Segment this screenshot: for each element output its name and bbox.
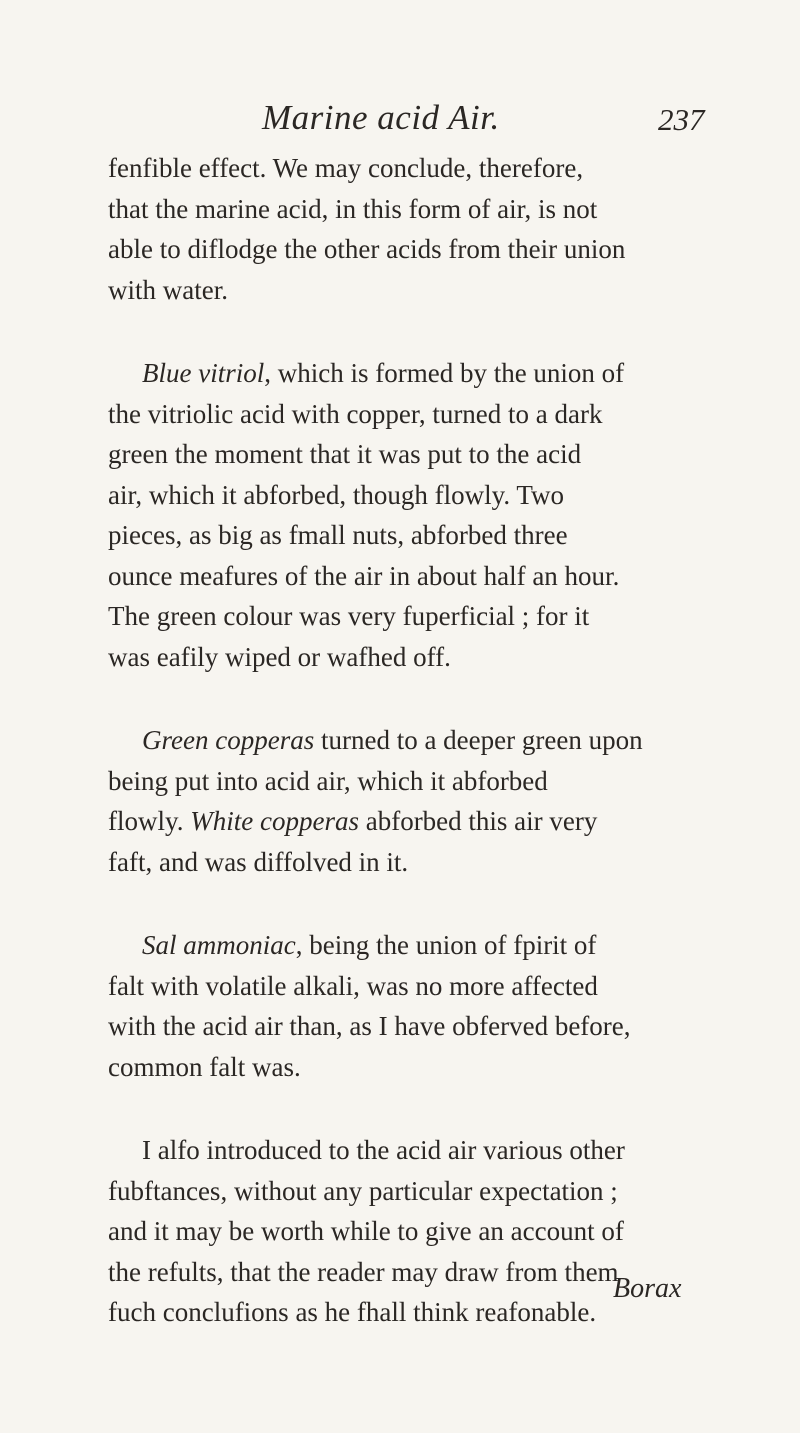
- text-run: flowly.: [108, 806, 191, 836]
- text-run: turned to a deeper green upon: [314, 725, 643, 755]
- text-run: , which is formed by the union of: [264, 358, 625, 388]
- text-line: air, which it abforbed, though flowly. Two: [108, 479, 564, 510]
- text-line: [108, 353, 700, 394]
- paragraph-2: [108, 353, 700, 677]
- catchword: Borax: [613, 1273, 682, 1304]
- paragraph-gap: [108, 310, 700, 353]
- text-line: being put into acid air, which it abforbed: [108, 765, 548, 796]
- paragraph-gap: [108, 1087, 700, 1130]
- text-line: [108, 720, 700, 761]
- text-line: I alfo introduced to the acid air various other: [142, 1135, 625, 1165]
- paragraph-gap: [108, 677, 700, 720]
- text-line: fuch conclufions as he fhall think reafonable.: [108, 1297, 597, 1327]
- text-line: the vitriolic acid with copper, turned to a dark: [108, 398, 603, 429]
- text-run: , being the union of fpirit of: [295, 930, 597, 960]
- text-line: common falt was.: [108, 1051, 301, 1082]
- text-line: was eafily wiped or wafhed off.: [108, 641, 451, 672]
- paragraph-1: [108, 148, 700, 310]
- text-line: The green colour was very fuperficial ; for it: [108, 601, 590, 631]
- body-text: [108, 148, 700, 1333]
- text-line: green the moment that it was put to the acid: [108, 439, 582, 469]
- text-line: fenfible effect. We may conclude, therefore,: [108, 153, 584, 183]
- text-line: faft, and was diffolved in it.: [108, 846, 409, 877]
- text-line: fubftances, without any particular expectation ;: [108, 1175, 618, 1206]
- italic-term: Green copperas: [142, 725, 315, 755]
- paragraph-4: [108, 925, 700, 1087]
- text-line: falt with volatile alkali, was no more affected: [108, 970, 598, 1001]
- paragraph-5: [108, 1130, 700, 1333]
- text-line: the refults, that the reader may draw from them: [108, 1256, 619, 1287]
- text-line: [108, 925, 700, 966]
- text-line: that the marine acid, in this form of air, is not: [108, 193, 598, 224]
- text-line: with the acid air than, as I have obferved before,: [108, 1011, 631, 1041]
- running-head: [0, 98, 800, 148]
- text-line: ounce meafures of the air in about half an hour.: [108, 560, 620, 591]
- italic-term: Blue vitriol: [142, 358, 265, 388]
- page-number: 237: [658, 102, 705, 137]
- text-line: with water.: [108, 274, 228, 305]
- italic-term: Sal ammoniac: [142, 930, 296, 960]
- italic-term: White copperas: [190, 806, 359, 836]
- running-title: Marine acid Air.: [262, 98, 500, 137]
- paragraph-gap: [108, 882, 700, 925]
- text-run: abforbed this air very: [358, 806, 598, 836]
- text-line: able to diflodge the other acids from their union: [108, 234, 626, 264]
- text-line: and it may be worth while to give an account of: [108, 1216, 624, 1246]
- text-line: [108, 801, 700, 842]
- text-line: pieces, as big as fmall nuts, abforbed three: [108, 520, 568, 550]
- paragraph-3: [108, 720, 700, 882]
